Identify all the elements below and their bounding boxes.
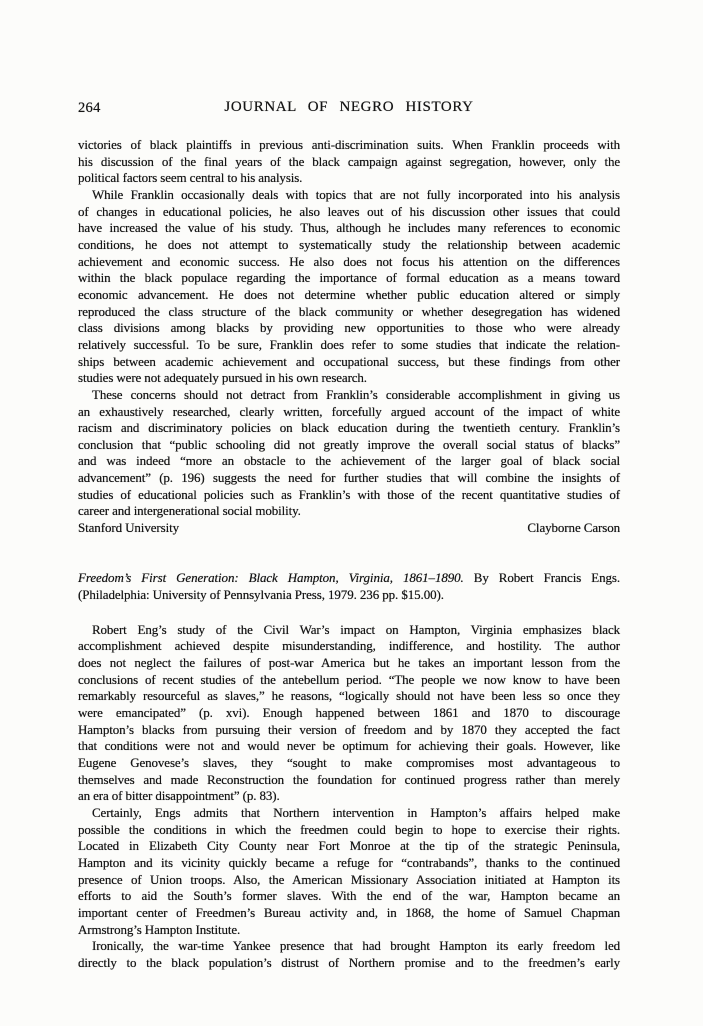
review-engs-text — [78, 622, 620, 972]
text-line: possible the conditions in which the freedmen could begin to hope to exercise their rights. — [78, 821, 620, 837]
text-line: political factors seem central to his analysis. — [78, 170, 303, 186]
paragraph — [78, 187, 620, 387]
text-line: important center of Freedmen’s Bureau activity and, in 1868, the home of Samuel Chapman — [78, 904, 620, 920]
text-line: While Franklin occasionally deals with topics that are not fully incorporated into his analysis — [92, 186, 620, 202]
text-line: studies were not adequately pursued in his own research. — [78, 370, 367, 386]
book-citation — [78, 569, 620, 604]
review-signature — [78, 520, 620, 537]
reviewer-affiliation: Stanford University — [78, 520, 180, 536]
text-line: Hampton’s blacks from pursuing their version of freedom and by 1870 they accepted the fact — [78, 721, 620, 737]
review-franklin-conclusion — [78, 137, 620, 520]
text-line: relatively successful. To be sure, Franklin does refer to some studies that indicate the relation- — [78, 336, 620, 352]
text-line: conclusions of recent studies of the antebellum period. “The people we now know to have been — [78, 671, 620, 687]
text-line: Ironically, the war-time Yankee presence that had brought Hampton its early freedom led — [92, 938, 620, 954]
reviewer-name: Clayborne Carson — [527, 520, 620, 536]
text-line: Robert Eng’s study of the Civil War’s impact on Hampton, Virginia emphasizes black — [92, 621, 620, 637]
text-line: accomplishment achieved despite misunderstanding, indifference, and hostility. The author — [78, 638, 620, 654]
paragraph — [78, 387, 620, 520]
book-title: Freedom’s First Generation: Black Hampton, Virginia, 1861–1890. — [78, 569, 464, 585]
text-line: reproduced the class structure of the black community or whether desegregation has widened — [78, 303, 620, 319]
running-head — [78, 99, 620, 116]
text-line: presence of Union troops. Also, the American Missionary Association initiated at Hampton its — [78, 871, 620, 887]
text-line: directly to the black population’s distrust of Northern promise and to the freedmen’s early — [78, 954, 620, 970]
text-line: an era of bitter disappointment” (p. 83). — [78, 788, 280, 804]
text-line: conclusion that “public schooling did not greatly improve the overall social status of blacks” — [78, 436, 620, 452]
text-line: class divisions among blacks by providing new opportunities to those who were already — [78, 320, 620, 336]
book-citation-line-2 — [78, 586, 620, 604]
text-line: and was indeed “more an obstacle to the achievement of the larger goal of black social — [78, 453, 620, 469]
page-number: 264 — [78, 100, 101, 116]
text-line: his discussion of the final years of the black campaign against segregation, however, only the — [78, 153, 620, 169]
text-line: racism and discriminatory policies on black education during the twentieth century. Franklin’s — [78, 420, 620, 436]
text-line: have increased the value of his study. Thus, although he includes many references to economic — [78, 220, 620, 236]
paragraph — [78, 805, 620, 938]
book-citation-line-1 — [78, 569, 620, 587]
text-line: remarkably resourceful as slaves,” he reasons, “logically should not have been less so once they — [78, 688, 620, 704]
text-line: of changes in educational policies, he also leaves out of his discussion other issues that could — [78, 203, 620, 219]
book-publication-info: (Philadelphia: University of Pennsylvania Press, 1979. 236 pp. $15.00). — [78, 587, 444, 603]
text-line: does not neglect the failures of post-war America but he takes an important lesson from the — [78, 655, 620, 671]
text-line: Located in Elizabeth City County near Fort Monroe at the tip of the strategic Peninsula, — [78, 838, 620, 854]
journal-title: JOURNAL OF NEGRO HISTORY — [224, 99, 474, 115]
text-line: an exhaustively researched, clearly written, forcefully argued account of the impact of white — [78, 403, 620, 419]
text-line: achievement and economic success. He also does not focus his attention on the differences — [78, 253, 620, 269]
paragraph — [78, 622, 620, 805]
text-line: advancement” (p. 196) suggests the need for further studies that will combine the insights of — [78, 470, 620, 486]
text-line: within the black populace regarding the importance of formal education as a means toward — [78, 270, 620, 286]
text-line: Certainly, Engs admits that Northern intervention in Hampton’s affairs helped make — [92, 804, 620, 820]
text-line: victories of black plaintiffs in previous anti-discrimination suits. When Franklin proceeds with — [78, 137, 620, 152]
text-line: Hampton and its vicinity quickly became a refuge for “contrabands”, thanks to the continued — [78, 854, 620, 870]
text-line: career and intergenerational social mobility. — [78, 503, 301, 519]
text-line: Eugene Genovese’s slaves, they “sought to make compromises most advantageous to — [78, 755, 620, 770]
text-line: ships between academic achievement and occupational success, but these findings from other — [78, 353, 620, 369]
text-line: economic advancement. He does not determine whether public education altered or simply — [78, 286, 620, 302]
text-line: were emancipated” (p. xvi). Enough happened between 1861 and 1870 to discourage — [78, 705, 620, 721]
text-line: conditions, he does not attempt to systematically study the relationship between academic — [78, 236, 620, 252]
text-line: These concerns should not detract from Franklin’s considerable accomplishment in giving us — [92, 386, 620, 402]
paragraph — [78, 137, 620, 187]
text-line: that conditions were not and would never be optimum for achieving their goals. However, like — [78, 738, 620, 754]
paragraph — [78, 938, 620, 971]
text-line: studies of educational policies such as Franklin’s with those of the recent quantitative studies of — [78, 486, 620, 502]
text-line: efforts to aid the South’s former slaves. With the end of the war, Hampton became an — [78, 888, 620, 904]
text-line: Armstrong’s Hampton Institute. — [78, 921, 241, 937]
book-author-byline: By Robert Francis Engs. — [473, 569, 620, 585]
text-line: themselves and made Reconstruction the foundation for continued progress rather than merely — [78, 771, 620, 787]
